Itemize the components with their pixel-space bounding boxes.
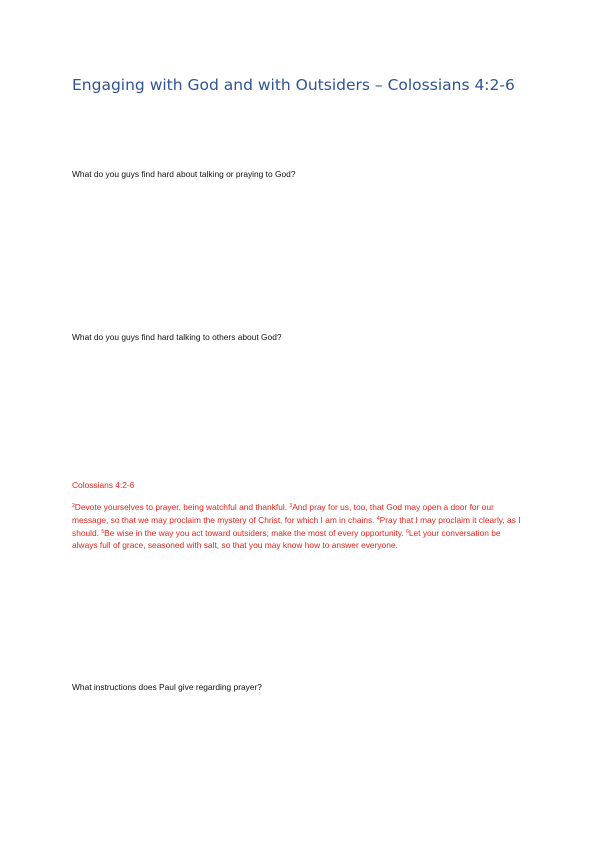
passage-text (72, 500, 524, 551)
question-2: What do you guys find hard talking to others about God? (72, 332, 282, 342)
verse-number: 6 (406, 529, 409, 535)
verse-text: And pray for us, too, that God may open a door for our message, so that we may proclaim the mystery of Christ, for which I am in chains. (72, 502, 494, 525)
passage-reference: Colossians 4:2-6 (72, 480, 135, 490)
page-title: Engaging with God and with Outsiders – Colossians 4:2-6 (72, 76, 515, 94)
question-3: What instructions does Paul give regarding prayer? (72, 682, 262, 692)
verse-text: Devote yourselves to prayer, being watchful and thankful. (74, 502, 290, 512)
verse-number: 3 (289, 503, 293, 509)
verse-number: 4 (376, 516, 380, 522)
verse-number: 2 (72, 503, 75, 509)
verse-number: 5 (101, 529, 105, 535)
question-1: What do you guys find hard about talking or praying to God? (72, 169, 296, 179)
verse-text: Let your conversation be always full of grace, seasoned with salt, so that you may know how to answer everyone. (72, 528, 501, 550)
verse-text: Be wise in the way you act toward outsiders; make the most of every opportunity. (104, 528, 407, 538)
verse-text: Pray that I may proclaim it clearly, as I should. (72, 515, 521, 538)
